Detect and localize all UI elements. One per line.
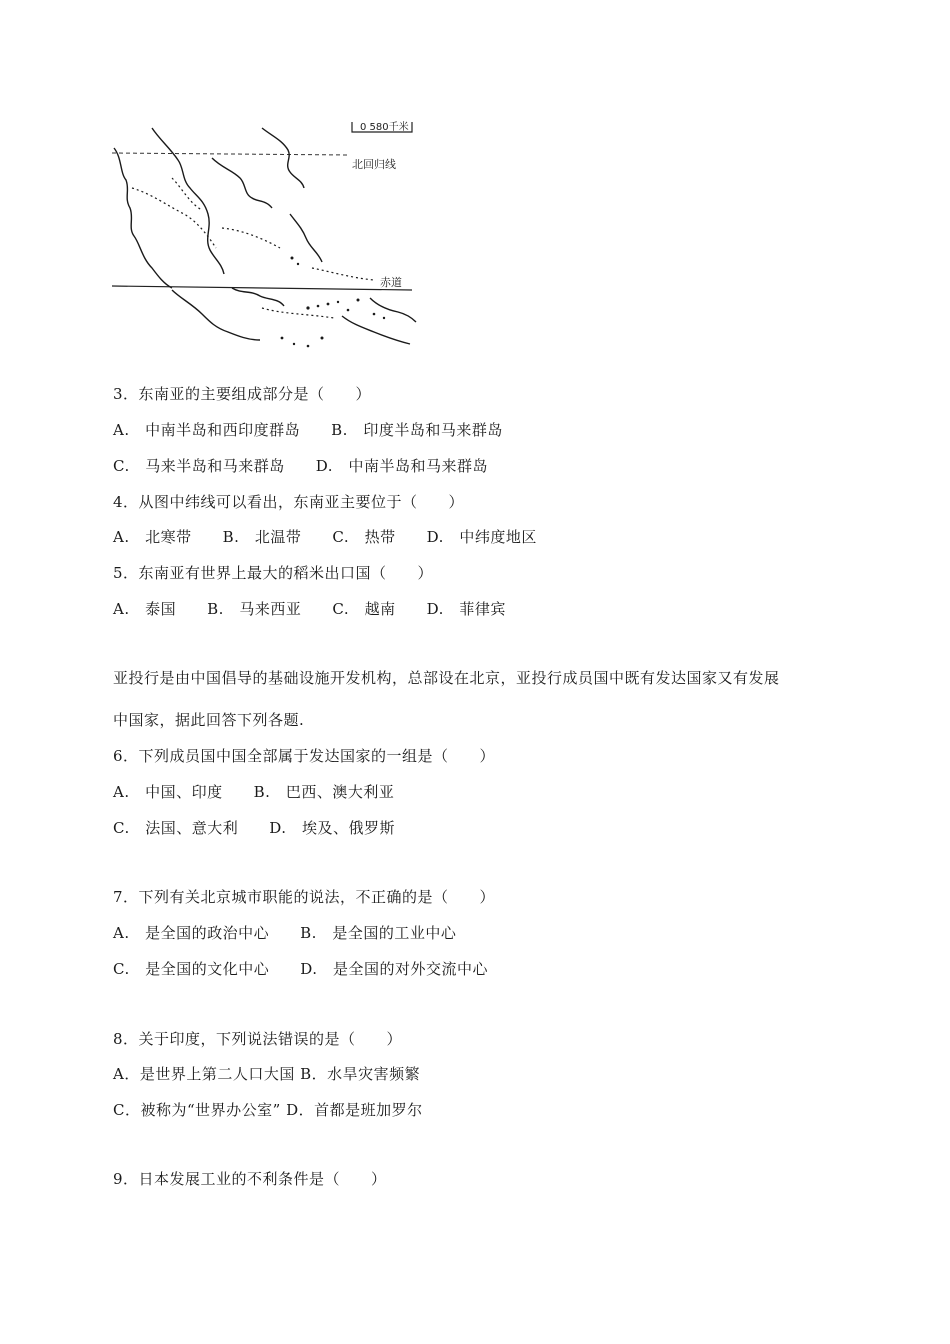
equator-label: 赤道 (380, 276, 402, 289)
question-7-stem: 7．下列有关北京城市职能的说法，不正确的是（ ） (113, 888, 496, 906)
question-8-options-line-2: C．被称为“世界办公室” D．首都是班加罗尔 (113, 1101, 423, 1119)
passage-line-1: 亚投行是由中国倡导的基础设施开发机构，总部设在北京，亚投行成员国中既有发达国家又有发展 (113, 669, 780, 687)
question-8-options-line-1: A．是世界上第二人口大国 B．水旱灾害频繁 (113, 1065, 421, 1083)
question-4-options: A. 北寒带 B. 北温带 C. 热带 D. 中纬度地区 (113, 528, 537, 546)
question-7-options-line-1: A. 是全国的政治中心 B. 是全国的工业中心 (113, 924, 457, 942)
islands (281, 257, 386, 348)
question-7-options-line-2: C. 是全国的文化中心 D. 是全国的对外交流中心 (113, 960, 488, 978)
tropic-label: 北回归线 (352, 158, 396, 171)
tropic-line (112, 153, 350, 155)
question-6-options-line-2: C. 法国、意大利 D. 埃及、俄罗斯 (113, 819, 395, 837)
equator-line (112, 286, 412, 290)
question-9-stem: 9．日本发展工业的不利条件是（ ） (113, 1170, 387, 1188)
question-6-options-line-1: A. 中国、印度 B. 巴西、澳大利亚 (113, 783, 395, 801)
southeast-asia-map (112, 118, 417, 356)
scale-label: 0 580千米 (360, 122, 409, 133)
question-8-stem: 8．关于印度，下列说法错误的是（ ） (113, 1030, 403, 1048)
question-4-stem: 4．从图中纬线可以看出，东南亚主要位于（ ） (113, 493, 465, 511)
passage-line-2: 中国家，据此回答下列各题. (113, 711, 305, 729)
question-5-options: A. 泰国 B. 马来西亚 C. 越南 D. 菲律宾 (113, 600, 506, 618)
question-6-stem: 6．下列成员国中国全部属于发达国家的一组是（ ） (113, 747, 496, 765)
question-3-options-line-1: A. 中南半岛和西印度群岛 B. 印度半岛和马来群岛 (113, 421, 503, 439)
question-5-stem: 5．东南亚有世界上最大的稻米出口国（ ） (113, 564, 434, 582)
question-3-stem: 3．东南亚的主要组成部分是（ ） (113, 385, 372, 403)
question-3-options-line-2: C. 马来半岛和马来群岛 D. 中南半岛和马来群岛 (113, 457, 488, 475)
